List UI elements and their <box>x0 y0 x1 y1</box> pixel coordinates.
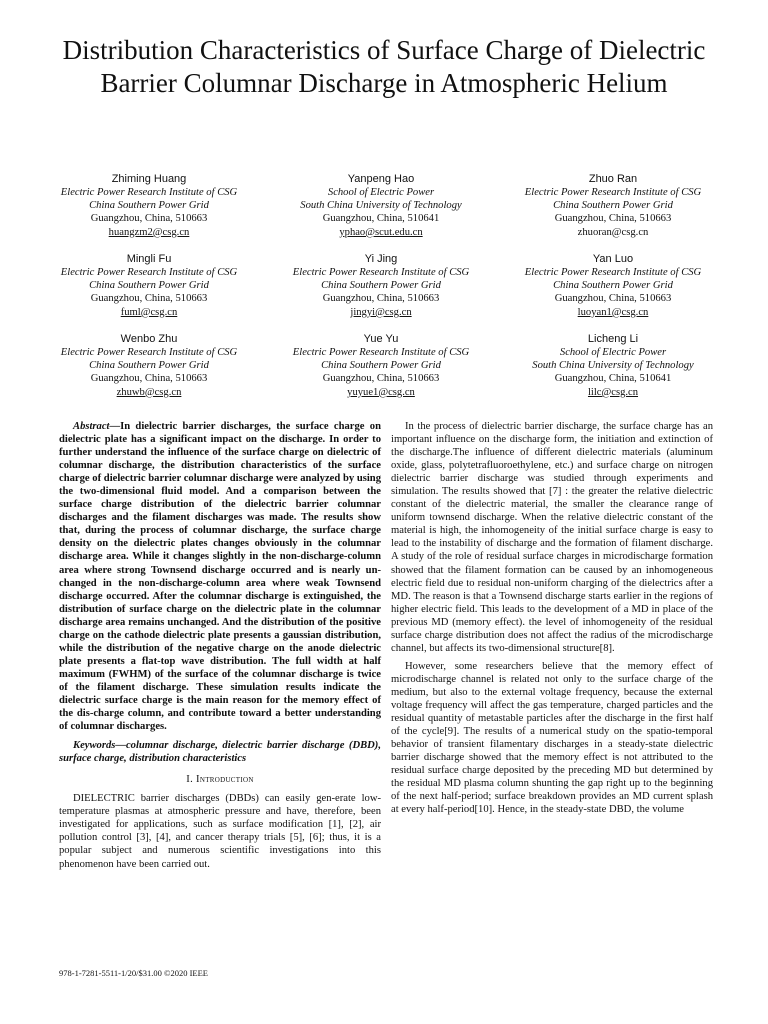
author-email[interactable]: zhuoran@csg.cn <box>577 226 649 238</box>
author-block <box>33 172 721 412</box>
author-affiliation: School of Electric Power <box>559 347 667 358</box>
author-affiliation: Electric Power Research Institute of CSG <box>292 267 470 278</box>
author-email[interactable]: huangzm2@csg.cn <box>108 226 190 238</box>
abstract-dash: — <box>109 421 121 432</box>
author-affiliation-org: China Southern Power Grid <box>321 360 441 372</box>
author-email[interactable]: fuml@csg.cn <box>120 306 178 318</box>
author-location: Guangzhou, China, 510663 <box>90 293 208 305</box>
keywords-text: columnar discharge, dielectric barrier discharge (DBD), surface charge, distribution characteristics <box>59 740 381 765</box>
author-name: Yue Yu <box>363 333 399 345</box>
author-email[interactable]: yphao@scut.edu.cn <box>339 226 423 238</box>
author-affiliation: Electric Power Research Institute of CSG <box>60 267 238 278</box>
paper-title: Distribution Characteristics of Surface Charge of Dielectric Barrier Columnar Discharge in Atmospheric Helium <box>62 35 706 98</box>
author-affiliation: School of Electric Power <box>327 187 435 198</box>
copyright-footer: 978-1-7281-5511-1/20/$31.00 ©2020 IEEE <box>59 968 208 978</box>
intro-paragraph: DIELECTRIC barrier discharges (DBDs) can easily gen-erate low-temperature plasmas at atmospheric pressure and have, therefore, been investigated for applications, such as surface modification [1], [2], air pollution control [3], [4], and cancer therapy trials [5], [6]; thus, it is a popular subject and numerous scientific investigations into this phenomenon have been carried out. <box>59 793 381 870</box>
author-name: Zhiming Huang <box>111 173 187 185</box>
body-paragraph-2: However, some researchers believe that the memory effect of microdischarge channel is related not only to the surface charge of the medium, but also to the external voltage frequency, because the external voltage frequency will affect the gas temperature, charged particles and the residual quantity of metastable particles after the discharge in the first half of the cycle[9]. The results of a numerical study on the spatio-temporal behavior of transient filamentary discharges in a steady-state dielectric barrier discharge showed that the memory effect is not attributed to the residual surface charge deposited by the preceding MD but determined by the residual MD plasma column shunting the gap right up to the beginning of the next half-period; surface breakdown provides an MD current splash at every half-period[10]. Hence, in the steady-state DBD, the volume <box>391 660 713 816</box>
author-card <box>265 172 497 252</box>
author-card <box>497 252 729 332</box>
author-affiliation-org: South China University of Technology <box>300 200 462 212</box>
author-affiliation-org: China Southern Power Grid <box>553 280 673 292</box>
author-affiliation: Electric Power Research Institute of CSG <box>60 187 238 198</box>
abstract <box>59 420 381 733</box>
section-heading-introduction <box>59 773 381 786</box>
body-paragraph-1: In the process of dielectric barrier discharge, the surface charge has an important influence on the discharge form, the initiation and extinction of the discharge.The influence of different dielectric materials (aluminum oxide, glass, polytetrafluoroethylene, etc.) and surface charge on nitrogen dielectric barrier discharge was studied through experiments and simulation. The results showed that [7] : the greater the relative dielectric constant of the dielectric material, the smaller the clearance range of uniform townsend discharge. When the relative dielectric constant of the material is high, the inhomogeneity of the initial surface charge is easy to lead to the instability of discharge and the formation of filament discharge. A study of the role of residual surface charges in microdischarge formation showed that the filament formation can be caused by an inhomogeneous electric field due to residual non-uniform charging of the dielectrics after a MD. The reason is that a Townsend discharge starts earlier in the regions of higher electric field. This leads to the development of a MD in place of the previous MD (memory effect). the level of inhomogeneity of the residual surface charge distribution does not affect the radius of the microdischarge channel, but affects its two-dimensional structure[8]. <box>391 421 713 654</box>
author-location: Guangzhou, China, 510641 <box>554 373 672 385</box>
author-affiliation-org: South China University of Technology <box>532 360 694 372</box>
author-location: Guangzhou, China, 510663 <box>322 293 440 305</box>
author-name: Wenbo Zhu <box>120 333 178 345</box>
left-column <box>59 420 381 876</box>
author-affiliation-org: China Southern Power Grid <box>553 200 673 212</box>
keywords <box>59 739 381 765</box>
author-affiliation: Electric Power Research Institute of CSG <box>524 187 702 198</box>
author-email[interactable]: jingyi@csg.cn <box>350 306 412 318</box>
author-location: Guangzhou, China, 510663 <box>90 373 208 385</box>
author-location: Guangzhou, China, 510663 <box>90 213 208 225</box>
author-email[interactable]: yuyue1@csg.cn <box>347 386 415 398</box>
author-card <box>33 332 265 412</box>
author-card <box>265 252 497 332</box>
author-card <box>33 252 265 332</box>
author-card <box>497 332 729 412</box>
author-affiliation: Electric Power Research Institute of CSG <box>292 347 470 358</box>
right-column <box>391 420 713 821</box>
author-email[interactable]: lilc@csg.cn <box>587 386 639 398</box>
author-name: Yan Luo <box>592 253 634 265</box>
author-location: Guangzhou, China, 510663 <box>554 293 672 305</box>
author-name: Yanpeng Hao <box>347 173 415 185</box>
author-affiliation-org: China Southern Power Grid <box>321 280 441 292</box>
author-location: Guangzhou, China, 510663 <box>554 213 672 225</box>
author-card <box>33 172 265 252</box>
author-affiliation-org: China Southern Power Grid <box>89 280 209 292</box>
author-location: Guangzhou, China, 510641 <box>322 213 440 225</box>
author-email[interactable]: zhuwb@csg.cn <box>116 386 182 398</box>
abstract-lead: Abstract <box>73 421 110 432</box>
author-card <box>497 172 729 252</box>
author-affiliation-org: China Southern Power Grid <box>89 200 209 212</box>
abstract-text: In dielectric barrier discharges, the surface charge on dielectric plate has a significant impact on the discharge. In order to further understand the influence of the surface charge on dielectric of columnar discharge, the distribution characteristics of the surface charge of dielectric barrier columnar discharge were analyzed by using the two-dimensional fluid model. And a comparison between the surface charge distribution of the dielectric barrier columnar discharges and the filament discharges was made. The results show that, during the process of columnar discharge, the surface charge density on the dielectric plates changes obviously in the columnar discharge area. While it changes slightly in the non-discharge-column area where strong Townsend discharge occurred and is nearly un-changed in the non-discharge-column area where weak Townsend discharge occurred. After the columnar discharge is extinguished, the distribution of surface charge on the dielectric plate in the columnar discharge area remains unchanged. And the distribution of the positive charge on the cathode dielectric plate presents a gaussian distribution, while the distribution of the negative charge on the anode dielectric plate presents a flat-top wave distribution. The full width at half maximum (FWHM) of the surface of the columnar discharge is twice of the filament discharge. These simulation results indicate the dielectric surface charge is the main reason for the memory effect of the dis-charge column, and contribute toward a better understanding of columnar discharges. <box>59 421 381 733</box>
author-location: Guangzhou, China, 510663 <box>322 373 440 385</box>
author-email[interactable]: luoyan1@csg.cn <box>577 306 649 318</box>
author-name: Yi Jing <box>364 253 398 265</box>
author-name: Licheng Li <box>587 333 639 345</box>
author-affiliation: Electric Power Research Institute of CSG <box>60 347 238 358</box>
author-affiliation: Electric Power Research Institute of CSG <box>524 267 702 278</box>
author-affiliation-org: China Southern Power Grid <box>89 360 209 372</box>
section-number: I. <box>186 774 194 786</box>
keywords-lead: Keywords <box>73 740 116 752</box>
author-card <box>265 332 497 412</box>
author-name: Zhuo Ran <box>588 173 638 185</box>
section-title: Introduction <box>196 774 254 786</box>
keywords-dash: — <box>115 740 126 752</box>
author-name: Mingli Fu <box>126 253 172 265</box>
